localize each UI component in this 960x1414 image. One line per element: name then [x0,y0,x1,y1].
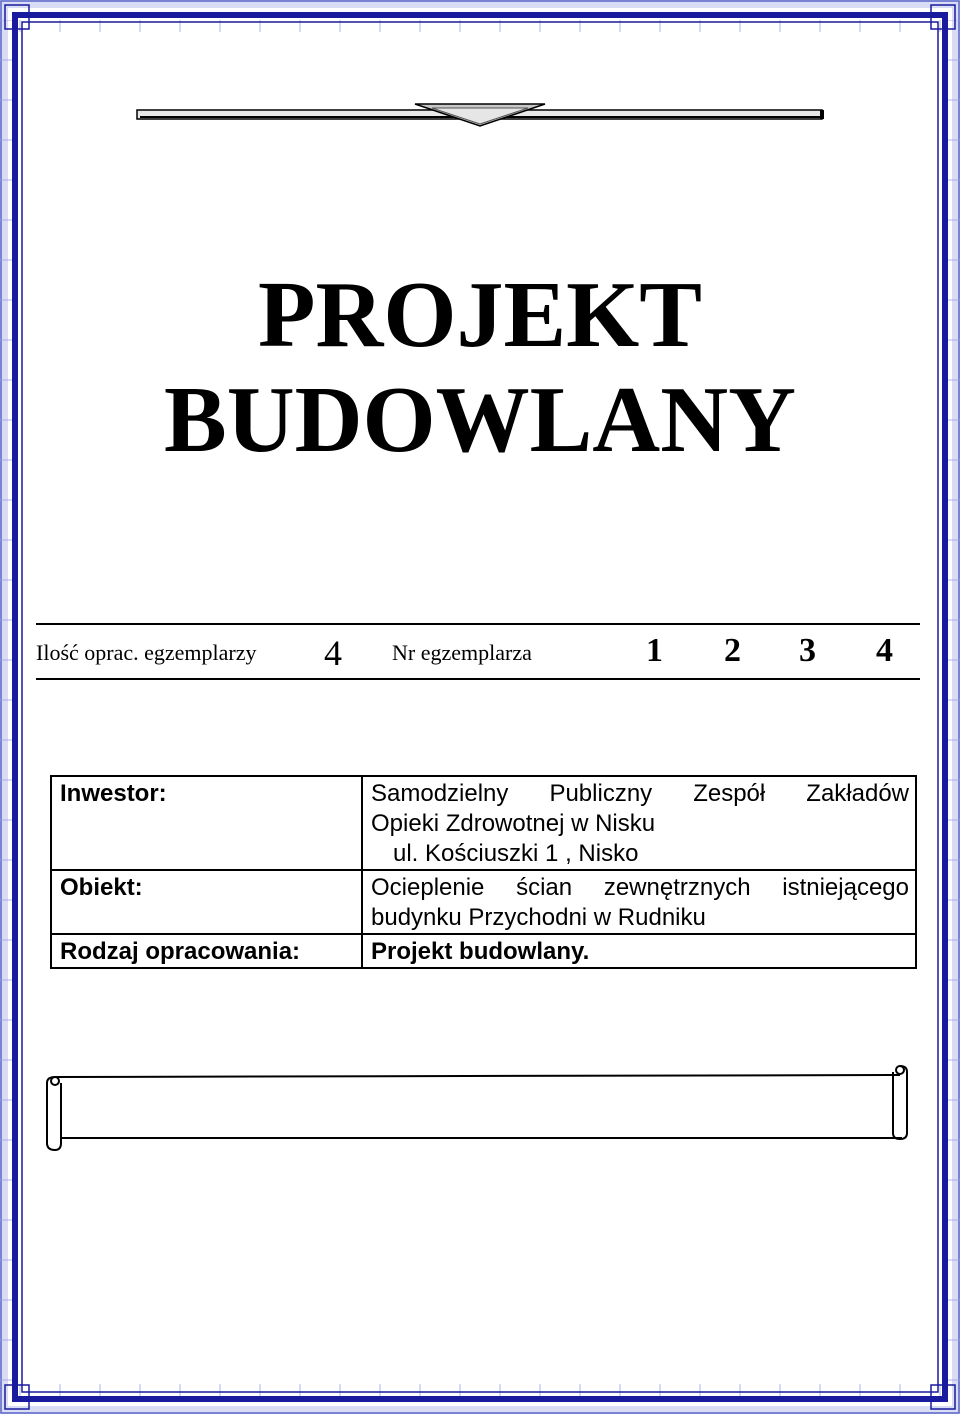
investor-line-3: ul. Kościuszki 1 , Nisko [393,840,639,867]
type-label: Rodzaj opracowania: [51,934,362,968]
type-value: Projekt budowlany. [362,934,916,968]
object-line-1: Ocieplenie ścian zewnętrznych istniejącego [371,874,909,901]
copies-count-value: 4 [324,633,342,673]
copy-number-label: Nr egzemplarza [392,640,532,665]
copy-number-4: 4 [876,632,893,669]
copies-count-label: Ilość oprac. egzemplarzy [36,640,257,665]
investor-label: Inwestor: [51,776,362,870]
copy-number-2: 2 [724,632,741,669]
object-line-2: budynku Przychodni w Rudniku [371,904,706,931]
title-line-1: PROJEKT [258,263,702,367]
investor-line-2: Opieki Zdrowotnej w Nisku [371,810,656,837]
title-line-2: BUDOWLANY [164,368,796,472]
investor-line-1: Samodzielny Publiczny Zespół Zakładów [371,780,909,807]
copy-number-1: 1 [646,632,663,669]
copy-number-3: 3 [799,632,816,669]
object-label: Obiekt: [51,870,362,934]
